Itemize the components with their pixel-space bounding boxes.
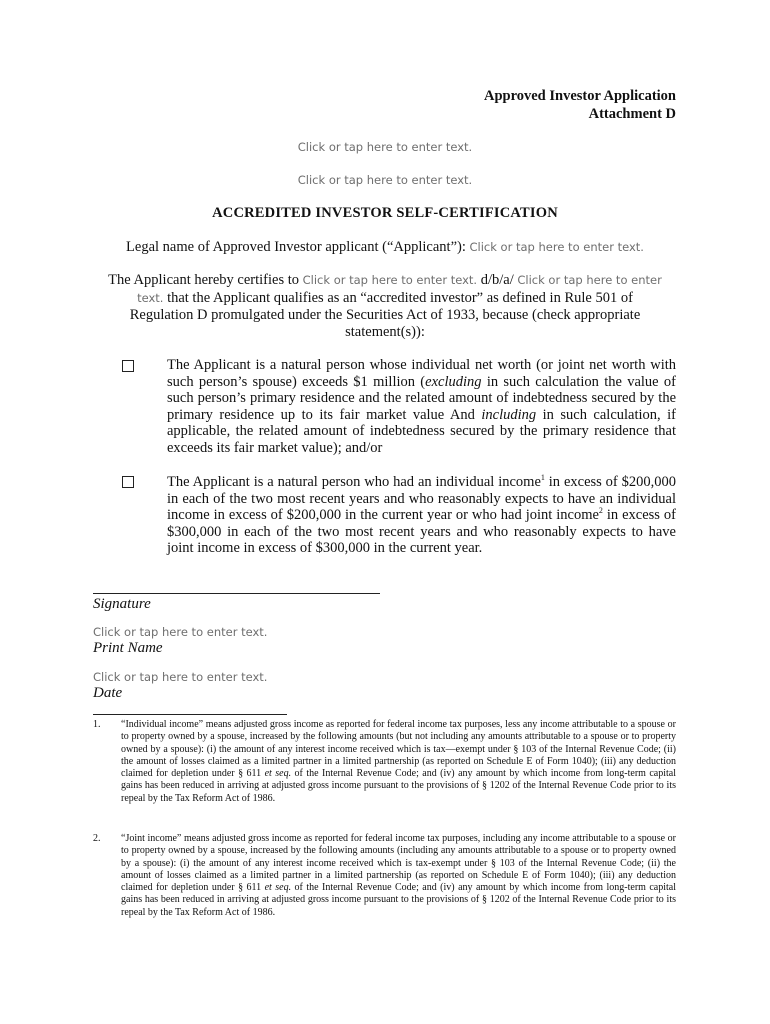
footnote-1-text: “Individual income” means adjusted gross income as reported for federal income tax purposes, less any income attributable to a spouse or to property owned by a spouse, increased by the following amounts (but not including any amounts attributable to a spouse or to property owned by a spouse): (i) the amount of any interest income received which is tax—exempt under § 103 of the Internal Revenue Code; (ii) the amount of losses claimed as a limited partner in a limited partnership (as reported on Schedule E of Form 1040); (iii) any deduction claimed for depletion under § 611 et seq. of the Internal Revenue Code; and (iv) any amount by which income from long-term capital gains has been reduced in arriving at adjusted gross income pursuant to the provisions of § 1202 of the Internal Revenue Code prior to its repeal by the Tax Reform Act of 1986.: [121, 719, 677, 804]
footnote-separator: [93, 714, 287, 715]
dba-text: d/b/a/: [477, 272, 518, 288]
net-worth-statement: The Applicant is a natural person whose individual net worth (or joint net worth with such person’s spouse) exceeds $1 million (excluding in such calculation the value of such person’s primary residence and the related amount of indebtedness secured by the primary residence up to its fair market value And including in such calculation, if applicable, the related amount of indebtedness secured by the primary residence that exceeds its fair market value); and/or: [167, 357, 676, 456]
dba-field-cont[interactable]: text.: [137, 291, 164, 305]
text-field-1[interactable]: Click or tap here to enter text.: [297, 140, 473, 154]
applicant-name-field[interactable]: Click or tap here to enter text.: [469, 240, 644, 254]
certify-line-3: Regulation D promulgated under the Securities Act of 1933, because (check appropriate: [129, 307, 641, 323]
header-title: Approved Investor Application: [483, 88, 676, 104]
print-name-field[interactable]: Click or tap here to enter text.: [93, 625, 268, 639]
certify-line-4: statement(s)):: [345, 324, 425, 340]
date-field[interactable]: Click or tap here to enter text.: [93, 670, 268, 684]
income-statement: The Applicant is a natural person who had an individual income$^1$ in excess of $200,000 in each of the two most recent years and who reasonably expects to have an individual income in excess of $200,000 in the current year or who had joint income$^2$ in excess of $300,000 in each of the two most recent years and who reasonably expects to have joint income in excess of $300,000 in the current year.: [167, 473, 677, 557]
footnote-2-number: 2.: [93, 833, 101, 844]
footnote-ref-2[interactable]: 2: [598, 506, 603, 516]
certify-text-2: that the Applicant qualifies as an “accredited investor” as defined in Rule 501 of: [163, 290, 633, 306]
certify-line-1: [0, 272, 770, 289]
document-header: [484, 87, 676, 123]
print-name-label: Print Name: [93, 640, 163, 656]
text-field-2[interactable]: Click or tap here to enter text.: [297, 173, 473, 187]
footnote-2-text: “Joint income” means adjusted gross income as reported for federal income tax purposes, including any income attributable to a spouse or to property owned by a spouse, increased by the following amounts (including any amounts attributable to a spouse or to property owned by a spouse): (i) the amount of any interest income received which is tax-exempt under § 103 of the Internal Revenue Code; (ii) the amount of losses claimed as a limited partner in a limited partnership (as reported on Schedule E of Form 1040); (iii) any deduction claimed for depletion under § 611 et seq. of the Internal Revenue Code; and (iv) any amount by which income from long-term capital gains has been reduced in arriving at adjusted gross income pursuant to the provisions of § 1202 of the Internal Revenue Code prior to its repeal by the Tax Reform Act of 1986.: [121, 833, 677, 918]
certify-line-2: [0, 290, 770, 307]
certify-to-field[interactable]: Click or tap here to enter text.: [302, 273, 478, 287]
certify-text: The Applicant hereby certifies to: [108, 272, 303, 288]
dba-field[interactable]: Click or tap here to enter: [517, 273, 662, 287]
document-title: ACCREDITED INVESTOR SELF-CERTIFICATION: [212, 205, 558, 221]
signature-line[interactable]: [93, 593, 380, 594]
footnote-1-number: 1.: [93, 719, 101, 730]
signature-label: Signature: [93, 596, 151, 612]
date-label: Date: [93, 685, 123, 701]
footnote-ref-1[interactable]: 1: [540, 473, 545, 483]
header-subtitle: Attachment D: [588, 106, 676, 122]
legal-name-label: Legal name of Approved Investor applicant (“Applicant”):: [126, 239, 470, 255]
income-checkbox[interactable]: [122, 476, 134, 488]
net-worth-checkbox[interactable]: [122, 360, 134, 372]
legal-name-line: [0, 239, 770, 256]
